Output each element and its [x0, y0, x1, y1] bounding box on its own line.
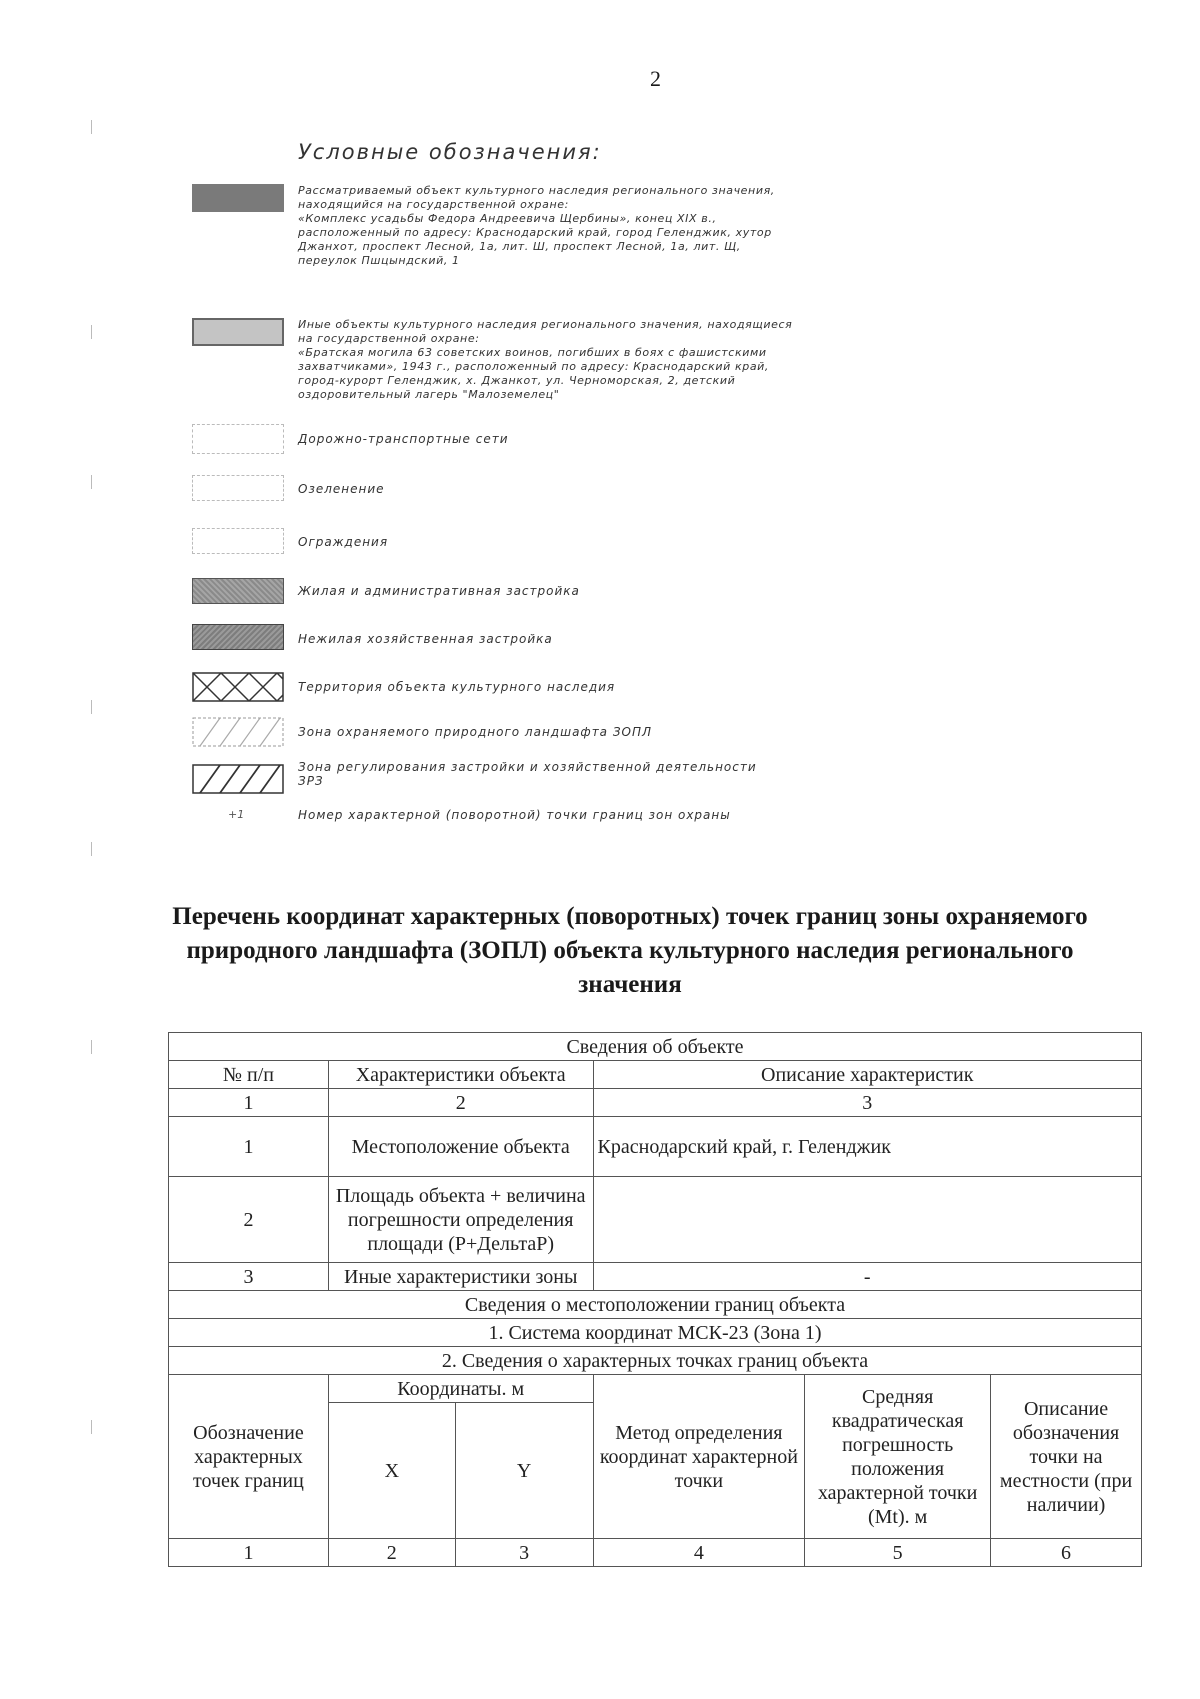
characteristic-description: -: [593, 1263, 1141, 1291]
characteristic-name: Иные характеристики зоны: [328, 1263, 593, 1291]
column-header: Характеристики объекта: [328, 1061, 593, 1089]
coordinates-table: [168, 1032, 1142, 1567]
margin-mark: [91, 1040, 92, 1054]
characteristic-description: Краснодарский край, г. Геленджик: [593, 1117, 1141, 1177]
page-number: 2: [650, 66, 661, 91]
section-heading: 1. Система координат МСК-23 (Зона 1): [169, 1319, 1142, 1347]
column-number: 1: [169, 1089, 329, 1117]
legend-text: Ограждения: [298, 535, 389, 549]
legend-swatch-dark: [192, 184, 284, 212]
legend-text: Нежилая хозяйственная застройка: [298, 632, 553, 646]
column-header: Описание характеристик: [593, 1061, 1141, 1089]
section-heading: Сведения о местоположении границ объекта: [169, 1291, 1142, 1319]
points-header-designation: Обозначение характерных точек границ: [169, 1375, 329, 1539]
section-heading: 2. Сведения о характерных точках границ объекта: [169, 1347, 1142, 1375]
legend-text: Озеленение: [298, 482, 385, 496]
characteristic-description: [593, 1177, 1141, 1263]
points-header-x: X: [328, 1403, 455, 1539]
margin-mark: [91, 1420, 92, 1434]
legend-text: Рассматриваемый объект культурного наследия регионального значения, находящийся на государственной охране: «Комплекс усадьбы Федора Андреевича Щербины», конец XIX в., расположенный по адресу: Краснодарский край, город Геленджик, хутор Джанхот, проспект Лесной, 1а, лит. Ш, проспект Лесной, 1а, лит. Щ, переулок Пшцындский, 1: [298, 184, 775, 267]
points-header-description: Описание обозначения точки на местности (при наличии): [991, 1375, 1142, 1539]
legend-text: Иные объекты культурного наследия регионального значения, находящиеся на государственной охране: «Братская могила 63 советских воинов, погибших в боях с фашистскими захватчиками», 1943 г., расположенный по адресу: Краснодарский край, город-курорт Геленджик, х. Джанкот, ул. Черноморская, 2, детский оздоровительный лагерь "Малоземелец": [298, 318, 793, 401]
legend-swatch-fences: [192, 528, 284, 554]
points-column-number: 4: [593, 1539, 805, 1567]
margin-mark: [91, 842, 92, 856]
legend-swatch-residential: [192, 578, 284, 604]
legend-swatch-light: [192, 318, 284, 346]
points-header-coords: Координаты. м: [328, 1375, 593, 1403]
legend: [0, 0, 1200, 840]
points-column-number: 3: [455, 1539, 593, 1567]
point-number-symbol: +1: [228, 808, 245, 821]
legend-swatch-heritage-territory: [192, 672, 284, 702]
column-number: 3: [593, 1089, 1141, 1117]
legend-swatch-zrz: [192, 764, 284, 794]
row-number: 2: [169, 1177, 329, 1263]
legend-text: Зона охраняемого природного ландшафта ЗОПЛ: [298, 725, 653, 739]
column-number: 2: [328, 1089, 593, 1117]
row-number: 1: [169, 1117, 329, 1177]
legend-text: Номер характерной (поворотной) точки границ зон охраны: [298, 808, 731, 822]
points-header-method: Метод определения координат характерной точки: [593, 1375, 805, 1539]
points-column-number: 5: [805, 1539, 991, 1567]
characteristic-name: Площадь объекта + величина погрешности определения площади (P+ДельтаР): [328, 1177, 593, 1263]
section-heading: Сведения об объекте: [169, 1033, 1142, 1061]
legend-text: Дорожно-транспортные сети: [298, 432, 509, 446]
document-title: Перечень координат характерных (поворотных) точек границ зоны охраняемого природного ландшафта (ЗОПЛ) объекта культурного наследия регионального значения: [172, 903, 1088, 998]
points-column-number: 6: [991, 1539, 1142, 1567]
points-column-number: 1: [169, 1539, 329, 1567]
legend-text: Территория объекта культурного наследия: [298, 680, 616, 694]
column-header: № п/п: [169, 1061, 329, 1089]
legend-text: Зона регулирования застройки и хозяйственной деятельности ЗРЗ: [298, 760, 757, 788]
row-number: 3: [169, 1263, 329, 1291]
legend-swatch-nonresidential: [192, 624, 284, 650]
legend-text: Жилая и административная застройка: [298, 584, 580, 598]
legend-swatch-zopl: [192, 717, 284, 747]
legend-swatch-roads: [192, 424, 284, 454]
points-column-number: 2: [328, 1539, 455, 1567]
points-header-error: Средняя квадратическая погрешность положения характерной точки (Mt). м: [805, 1375, 991, 1539]
legend-title: Условные обозначения:: [298, 140, 602, 164]
characteristic-name: Местоположение объекта: [328, 1117, 593, 1177]
points-header-y: Y: [455, 1403, 593, 1539]
legend-swatch-greenery: [192, 475, 284, 501]
